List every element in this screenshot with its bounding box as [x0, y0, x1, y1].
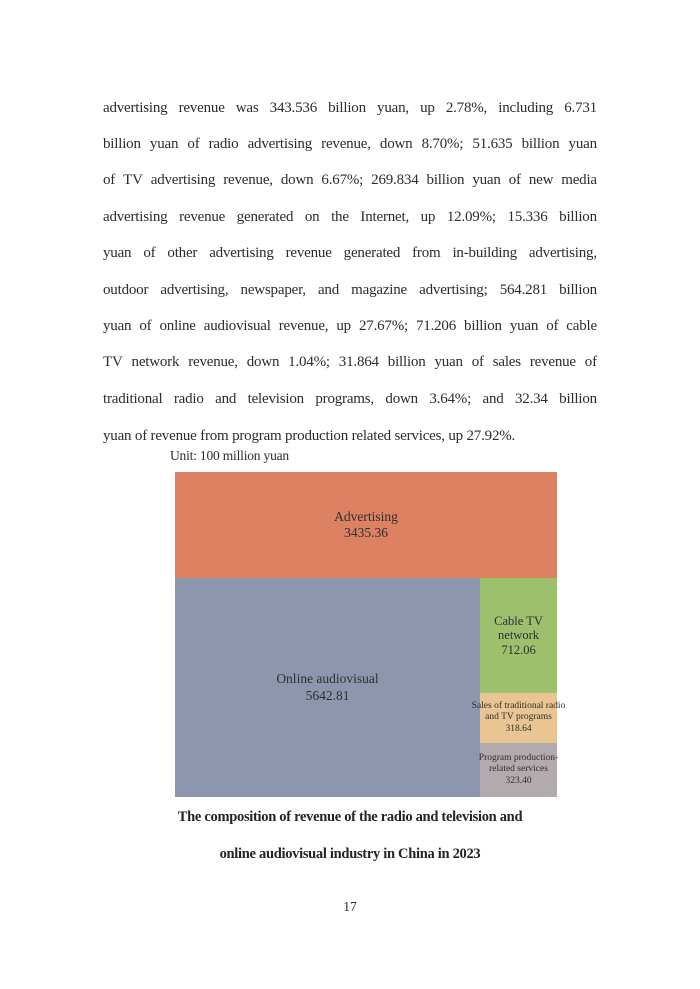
treemap-value: 712.06 — [501, 642, 536, 657]
paragraph-line: yuan of online audiovisual revenue, up 27.67%; 71.206 billion yuan of cable — [103, 318, 597, 335]
page-number: 17 — [343, 899, 357, 914]
paragraph-line: billion yuan of radio advertising revenue, down 8.70%; 51.635 billion yuan — [103, 136, 597, 153]
treemap-label: Program production-related services — [478, 752, 559, 775]
treemap-block-sales-traditional-programs — [471, 693, 566, 743]
body-paragraph — [103, 90, 597, 454]
treemap-value: 318.64 — [505, 723, 532, 734]
treemap-value: 323.40 — [505, 775, 532, 786]
paragraph-line: advertising revenue generated on the Internet, up 12.09%; 15.336 billion — [103, 208, 597, 225]
treemap-label: Advertising — [334, 508, 398, 524]
paragraph-line: yuan of other advertising revenue generated from in-building advertising, — [103, 245, 597, 262]
chart-unit-label: Unit: 100 million yuan — [170, 448, 289, 463]
chart-caption-line-1: The composition of revenue of the radio and television and — [177, 809, 523, 825]
paragraph-line: advertising revenue was 343.536 billion yuan, up 2.78%, including 6.731 — [103, 99, 597, 116]
treemap-block-advertising — [175, 472, 557, 578]
treemap-label: Cable TV network — [494, 613, 543, 643]
chart-caption-line-2: online audiovisual industry in China in 2023 — [219, 846, 481, 862]
treemap-block-program-production-services — [480, 743, 557, 797]
treemap-label: Online audiovisual — [276, 671, 379, 686]
treemap-value: 5642.81 — [305, 687, 350, 703]
treemap-chart — [175, 472, 566, 797]
treemap-block-cable-tv-network — [480, 578, 557, 693]
treemap-label: Sales of traditional radio and TV programs — [471, 700, 566, 723]
paragraph-line: TV network revenue, down 1.04%; 31.864 billion yuan of sales revenue of — [103, 354, 597, 371]
paragraph-line: traditional radio and television programs, down 3.64%; and 32.34 billion — [103, 390, 597, 407]
treemap-value: 3435.36 — [344, 525, 388, 540]
paragraph-line: yuan of revenue from program production related services, up 27.92%. — [103, 427, 516, 444]
treemap-block-online-audiovisual — [175, 578, 480, 797]
paragraph-line: outdoor advertising, newspaper, and magazine advertising; 564.281 billion — [103, 281, 597, 298]
paragraph-line: of TV advertising revenue, down 6.67%; 269.834 billion yuan of new media — [103, 172, 597, 189]
